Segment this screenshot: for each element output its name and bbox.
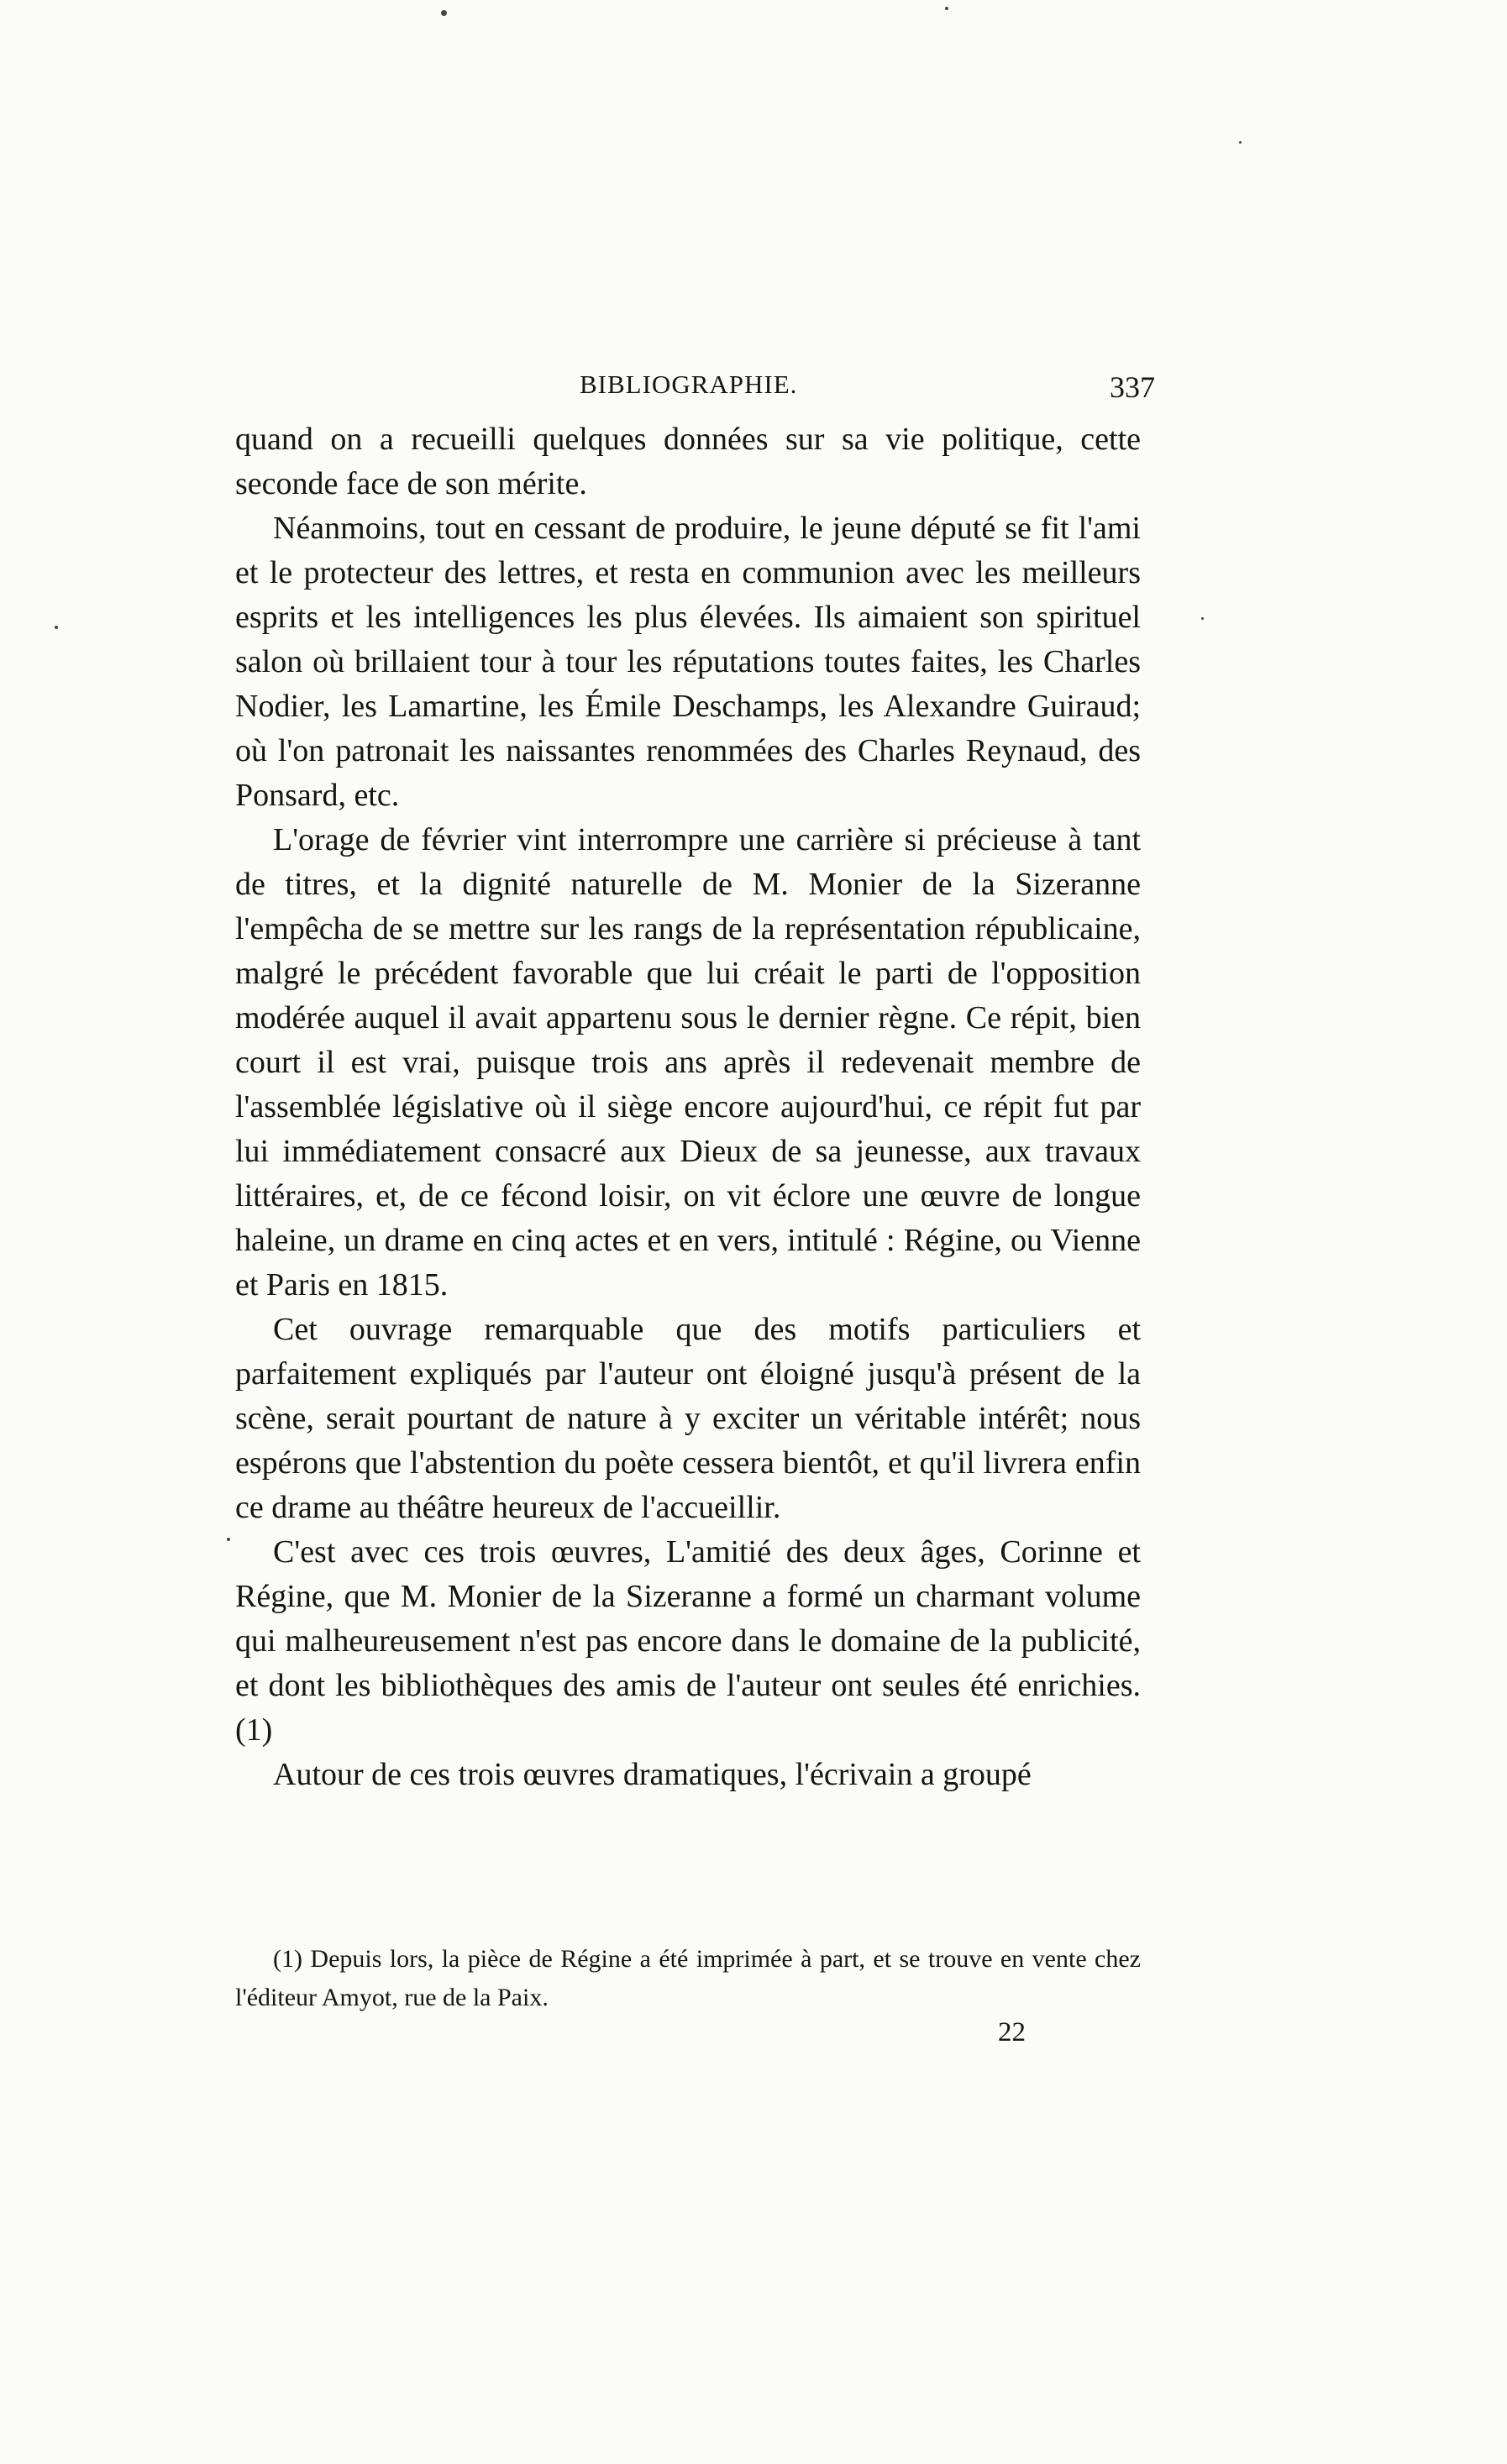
paragraph-continuation: quand on a recueilli quelques données sur sa vie politique, cette seconde face de son mérite. (235, 422, 1141, 501)
signature-mark: 22 (998, 2017, 1026, 2047)
footnote (235, 1940, 1141, 2017)
body-text (235, 417, 1141, 1797)
paragraph: Cet ouvrage remarquable que des motifs particuliers et parfaitement expliqués par l'auteur ont éloigné jusqu'à présent de la scène, serait pourtant de nature à y exciter un véritable intérêt; nous espérons que l'abstention du poète cessera bientôt, et qu'il livrera enfin ce drame au théâtre heureux de l'accueillir. (235, 1312, 1141, 1525)
scan-speck (55, 626, 58, 629)
scan-speck (441, 10, 447, 16)
paragraph: Autour de ces trois œuvres dramatiques, l'écrivain a groupé (273, 1757, 1032, 1792)
scan-speck (227, 1538, 230, 1541)
scan-speck (1239, 141, 1242, 144)
footnote-text: (1) Depuis lors, la pièce de Régine a été imprimée à part, et se trouve en vente chez l'éditeur Amyot, rue de la Paix. (235, 1945, 1141, 2011)
paragraph: C'est avec ces trois œuvres, L'amitié des deux âges, Corinne et Régine, que M. Monier de la Sizeranne a formé un charmant volume qui malheureusement n'est pas encore dans le domaine de la publicité, et dont les bibliothèques des amis de l'auteur ont seules été enrichies. (1) (235, 1534, 1141, 1748)
page-header (227, 370, 1155, 410)
scan-speck (1201, 617, 1204, 620)
paragraph: Néanmoins, tout en cessant de produire, le jeune député se fit l'ami et le protecteur des lettres, et resta en communion avec les meilleurs esprits et les intelligences les plus élevées. Ils aimaient son spirituel salon où brillaient tour à tour les réputations toutes faites, les Charles Nodier, les Lamartine, les Émile Deschamps, les Alexandre Guiraud; où l'on patronait les naissantes renommées des Charles Reynaud, des Ponsard, etc. (235, 511, 1141, 813)
page-number: 337 (1110, 370, 1155, 404)
scan-speck (945, 7, 948, 10)
paragraph: L'orage de février vint interrompre une carrière si précieuse à tant de titres, et la dignité naturelle de M. Monier de la Sizeranne l'empêcha de se mettre sur les rangs de la représentation républicaine, malgré le précédent favorable que lui créait le parti de l'opposition modérée auquel il avait appartenu sous le dernier règne. Ce répit, bien court il est vrai, puisque trois ans après il redevenait membre de l'assemblée législative où il siège encore aujourd'hui, ce répit fut par lui immédiatement consacré aux Dieux de sa jeunesse, aux travaux littéraires, et, de ce fécond loisir, on vit éclore une œuvre de longue haleine, un drame en cinq actes et en vers, intitulé : Régine, ou Vienne et Paris en 1815. (235, 822, 1141, 1303)
running-title: BIBLIOGRAPHIE. (580, 370, 798, 399)
